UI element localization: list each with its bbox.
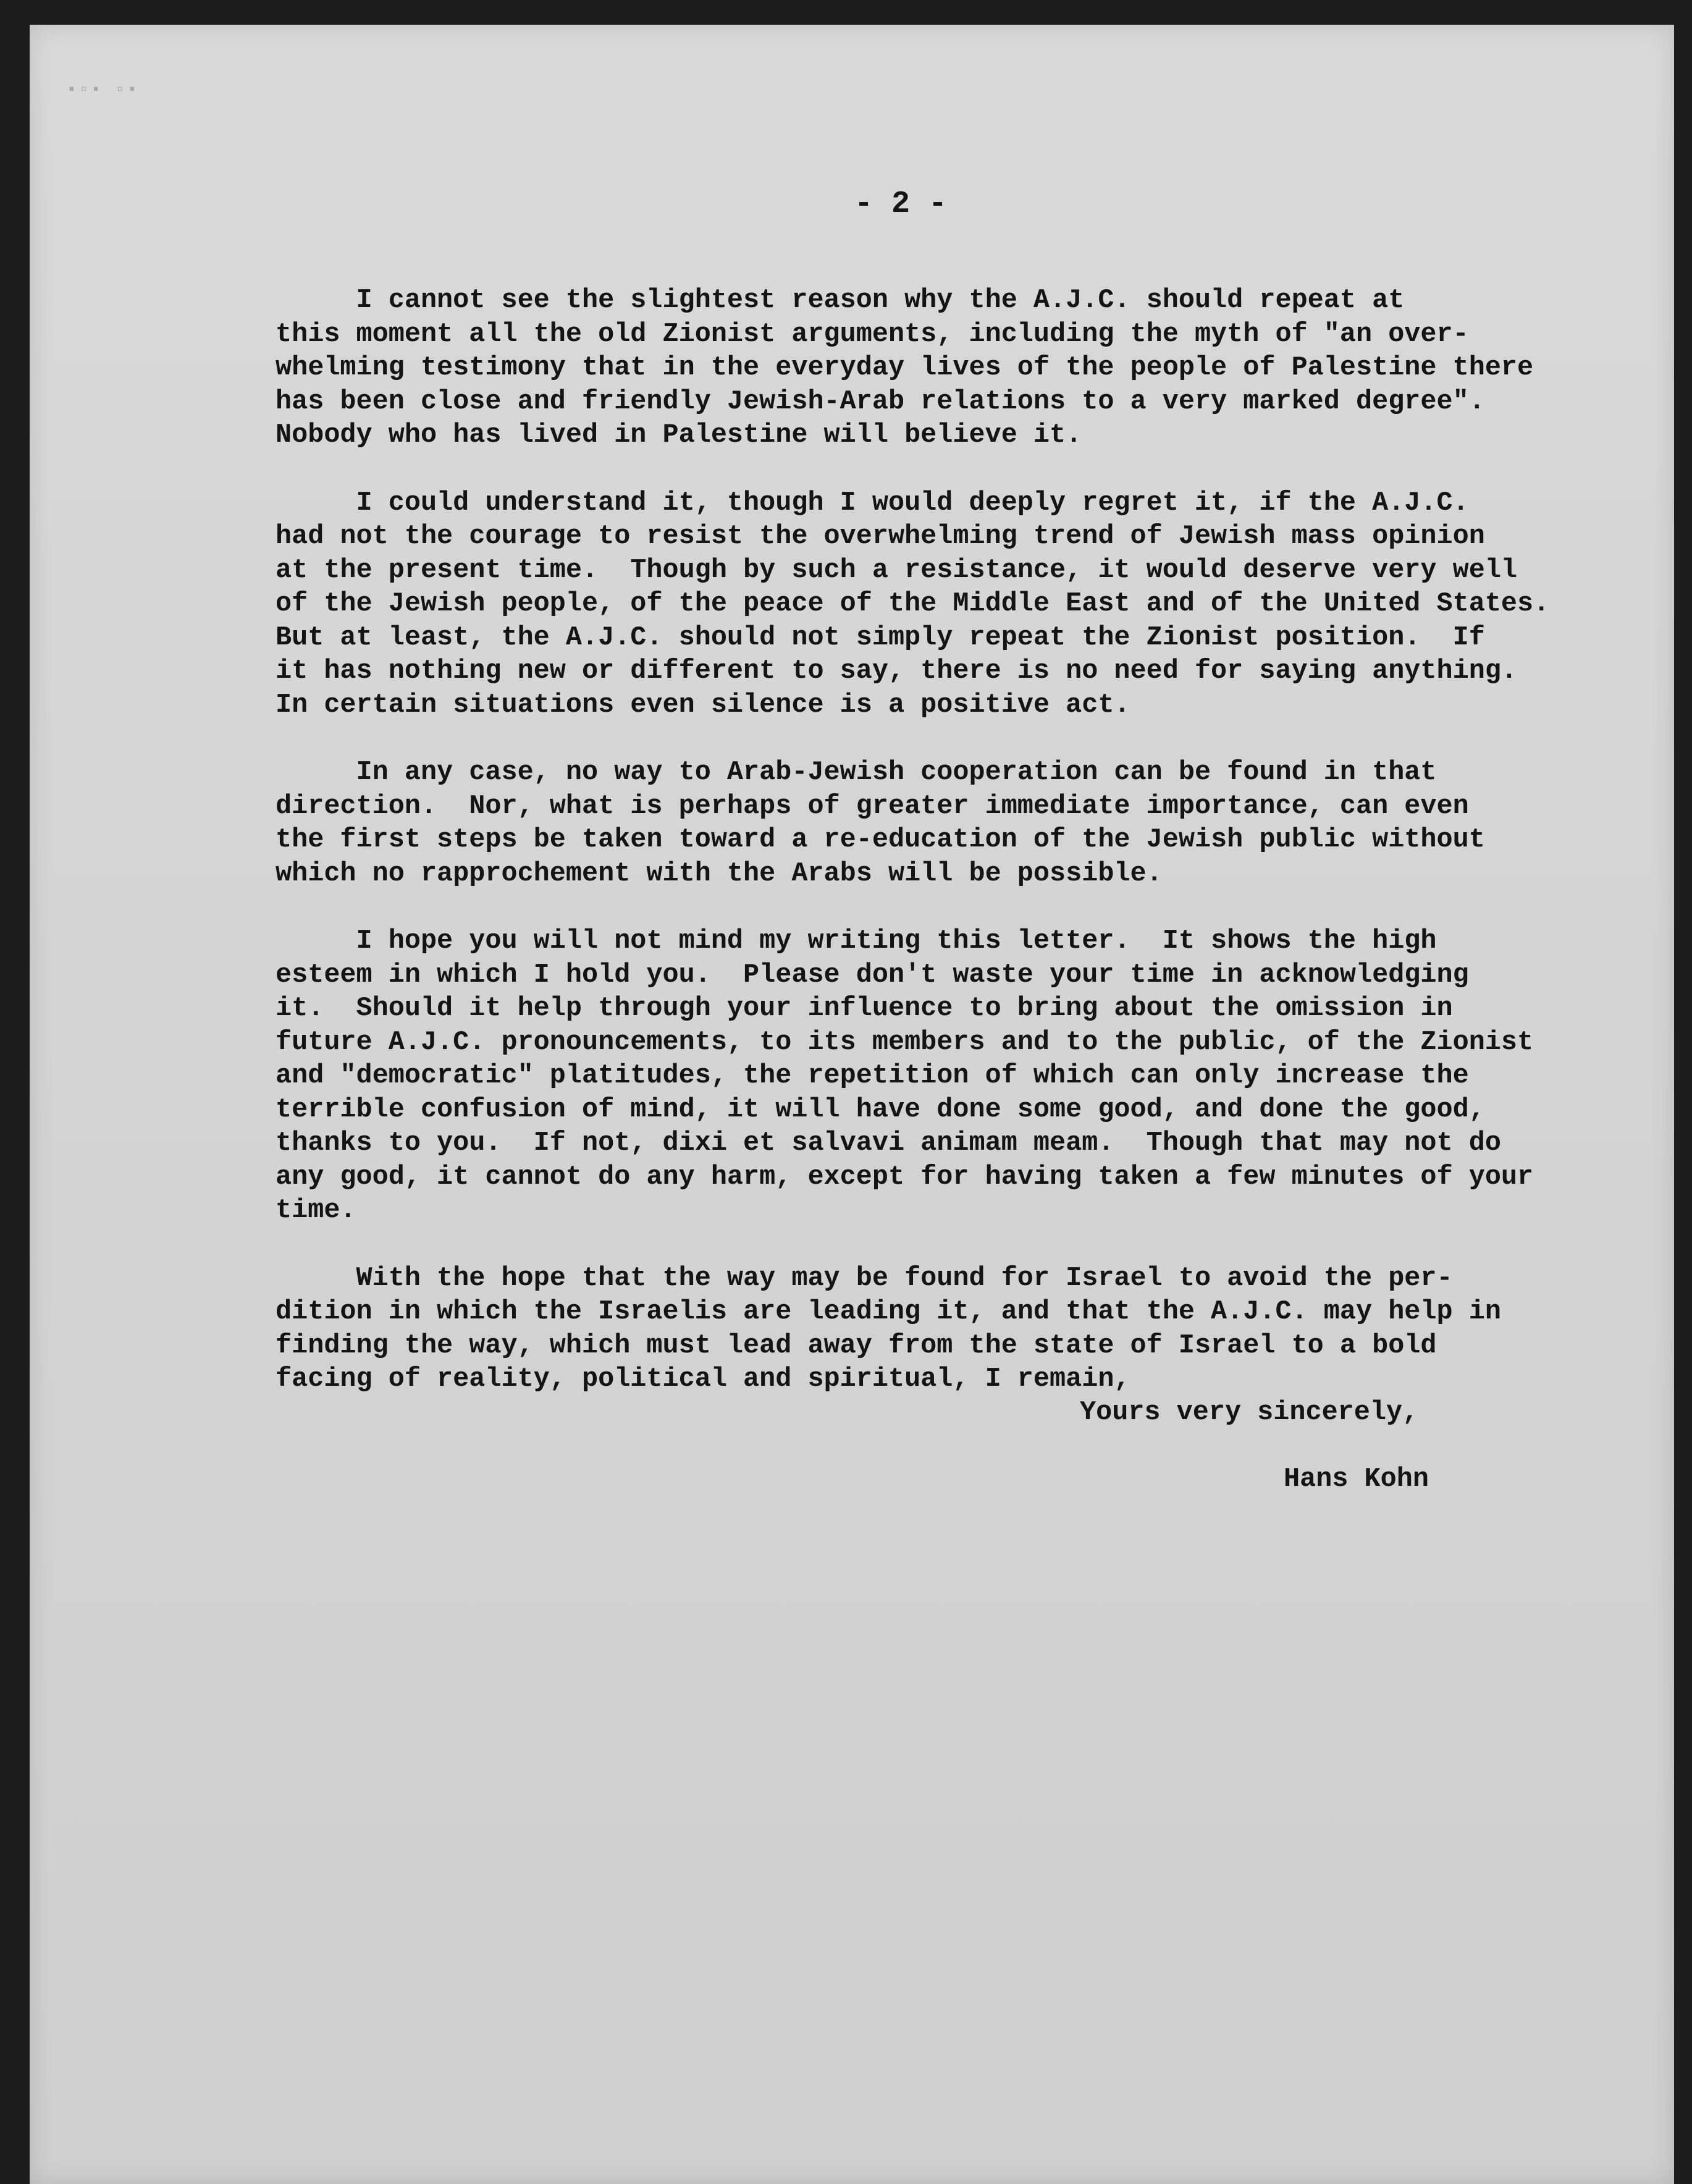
faint-corner-mark: ▪▫▪ ▫▪ [67, 80, 140, 99]
text-line: the first steps be taken toward a re-education of the Jewish public without [276, 825, 1485, 855]
text-line: I cannot see the slightest reason why the A.J.C. should repeat at [276, 285, 1405, 316]
letter-body [276, 284, 1585, 1431]
text-line: any good, it cannot do any harm, except for having taken a few minutes of your [276, 1162, 1534, 1192]
text-line: this moment all the old Zionist arguments, including the myth of "an over- [276, 319, 1469, 350]
text-line: it has nothing new or different to say, there is no need for saying anything. [276, 656, 1518, 686]
page-number: - 2 - [854, 187, 948, 222]
text-line: direction. Nor, what is perhaps of greater immediate importance, can even [276, 791, 1469, 822]
signature-name: Hans Kohn [1284, 1464, 1429, 1495]
text-line: I could understand it, though I would deeply regret it, if the A.J.C. [276, 487, 1469, 518]
letter-closing: Yours very sincerely, [1080, 1398, 1419, 1428]
paragraph-5 [276, 1262, 1585, 1397]
text-line: esteem in which I hold you. Please don't waste your time in acknowledging [276, 959, 1469, 990]
text-line: time. [276, 1195, 356, 1226]
text-line: I hope you will not mind my writing this letter. It shows the high [276, 926, 1437, 956]
text-line: terrible confusion of mind, it will have done some good, and done the good, [276, 1094, 1485, 1125]
text-line: finding the way, which must lead away from the state of Israel to a bold [276, 1330, 1437, 1361]
paragraph-2 [276, 487, 1585, 723]
text-line: has been close and friendly Jewish-Arab relations to a very marked degree". [276, 386, 1485, 417]
text-line: and "democratic" platitudes, the repetition of which can only increase the [276, 1061, 1469, 1091]
text-line: it. Should it help through your influence to bring about the omission in [276, 993, 1453, 1024]
text-line: In certain situations even silence is a positive act. [276, 689, 1130, 720]
text-line: dition in which the Israelis are leading it, and that the A.J.C. may help in [276, 1297, 1501, 1327]
text-line: In any case, no way to Arab-Jewish cooperation can be found in that [276, 757, 1437, 788]
text-line: Nobody who has lived in Palestine will believe it. [276, 420, 1082, 450]
text-line: future A.J.C. pronouncements, to its members and to the public, of the Zionist [276, 1027, 1534, 1058]
letter-page [30, 25, 1674, 2184]
text-line: which no rapprochement with the Arabs will be possible. [276, 858, 1163, 889]
text-line: whelming testimony that in the everyday lives of the people of Palestine there [276, 353, 1534, 383]
text-line: thanks to you. If not, dixi et salvavi animam meam. Though that may not do [276, 1128, 1501, 1158]
text-line: had not the courage to resist the overwhelming trend of Jewish mass opinion [276, 521, 1485, 552]
paragraph-3 [276, 756, 1585, 891]
text-line: at the present time. Though by such a resistance, it would deserve very well [276, 555, 1518, 586]
text-line: With the hope that the way may be found for Israel to avoid the per- [276, 1263, 1453, 1294]
paragraph-1 [276, 284, 1585, 453]
text-line: of the Jewish people, of the peace of the Middle East and of the United States. [276, 589, 1550, 619]
paragraph-4 [276, 925, 1585, 1228]
text-line: But at least, the A.J.C. should not simply repeat the Zionist position. If [276, 622, 1485, 653]
text-line: facing of reality, political and spiritual, I remain, [276, 1364, 1130, 1394]
